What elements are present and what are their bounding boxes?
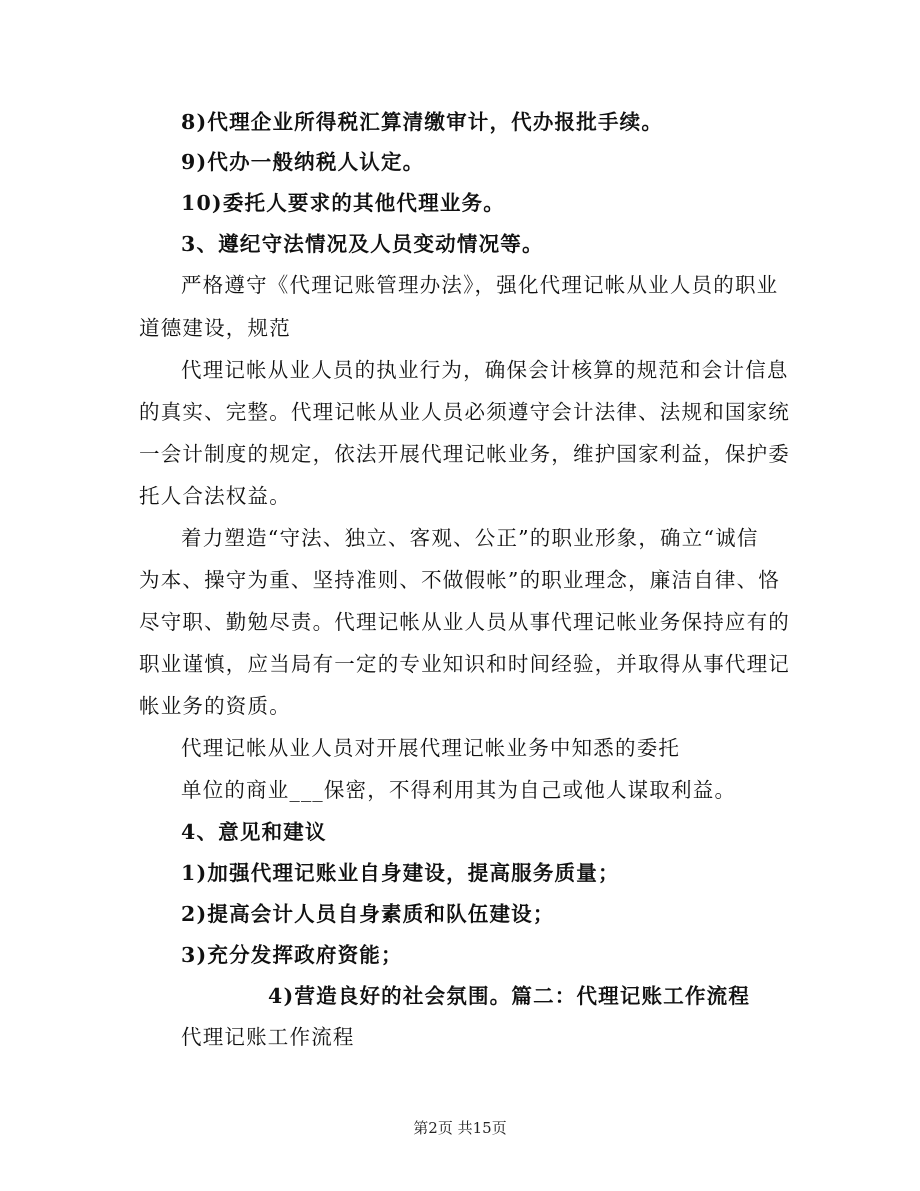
paragraph-line: 道德建设，规范 [139, 316, 291, 340]
list-item-3: 3)充分发挥政府资能； [181, 943, 403, 967]
page-footer: 第2页 共15页 [413, 1119, 507, 1137]
list-item-8: 8)代理企业所得税汇算清缴审计，代办报批手续。 [181, 110, 664, 134]
paragraph-line: 代理记帐从业人员的执业行为，确保会计核算的规范和会计信息 [181, 358, 789, 382]
section-heading-4: 4、意见和建议 [181, 820, 327, 844]
list-item-4: 4)营造良好的社会氛围。篇二：代理记账工作流程 [268, 984, 751, 1008]
paragraph-line: 职业谨慎，应当局有一定的专业知识和时间经验，并取得从事代理记 [139, 652, 790, 676]
paragraph-line: 着力塑造“守法、独立、客观、公正”的职业形象，确立“诚信 [181, 526, 759, 550]
paragraph-line: 帐业务的资质。 [139, 694, 291, 718]
paragraph-line: 尽守职、勤勉尽责。代理记帐从业人员从事代理记帐业务保持应有的 [139, 610, 790, 634]
paragraph-line: 托人合法权益。 [139, 484, 291, 508]
paragraph-line: 单位的商业___保密，不得利用其为自己或他人谋取利益。 [181, 778, 737, 802]
paragraph-line: 的真实、完整。代理记帐从业人员必须遵守会计法律、法规和国家统 [139, 400, 790, 424]
subsection-title: 代理记账工作流程 [181, 1025, 355, 1049]
paragraph-line: 严格遵守《代理记账管理办法》，强化代理记帐从业人员的职业 [181, 273, 779, 297]
paragraph-line: 一会计制度的规定，依法开展代理记帐业务，维护国家利益，保护委 [139, 442, 790, 466]
paragraph-line: 为本、操守为重、坚持准则、不做假帐”的职业理念，廉洁自律、恪 [139, 568, 780, 592]
list-item-9: 9)代办一般纳税人认定。 [181, 150, 425, 174]
list-item-1: 1)加强代理记账业自身建设，提高服务质量； [181, 861, 620, 885]
section-heading-3: 3、遵纪守法情况及人员变动情况等。 [181, 232, 544, 256]
list-item-2: 2)提高会计人员自身素质和队伍建设； [181, 902, 555, 926]
paragraph-line: 代理记帐从业人员对开展代理记帐业务中知悉的委托 [181, 736, 681, 760]
list-item-10: 10)委托人要求的其他代理业务。 [181, 191, 505, 215]
